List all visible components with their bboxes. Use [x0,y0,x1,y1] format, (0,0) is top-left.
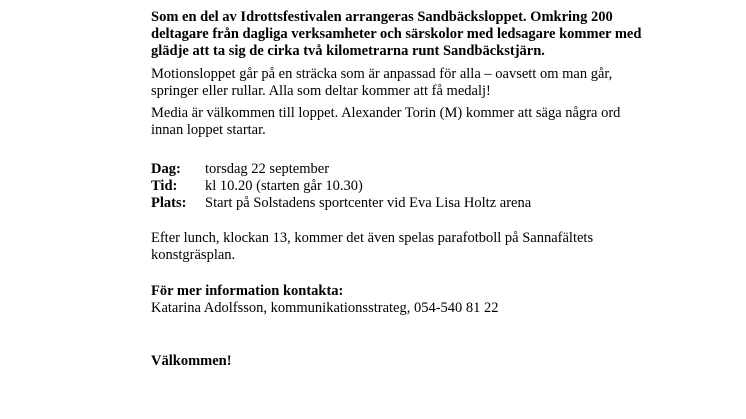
body-paragraph-media: Media är välkommen till loppet. Alexander Torin (M) kommer att säga några ord innan loppet startar. [151,105,621,138]
event-facts [151,161,651,212]
lead-paragraph: Som en del av Idrottsfestivalen arrangeras Sandbäcksloppet. Omkring 200 deltagare från dagliga verksamheter och särskolor med ledsagare kommer med glädje att ta sig de cirka två kilometrarna runt Sandbäckstjärn. [151,9,642,59]
closing-welcome: Välkommen! [151,353,232,369]
contact-details: Katarina Adolfsson, kommunikationsstrateg, 054-540 81 22 [151,300,499,316]
contact-block [151,283,651,317]
document-body [151,9,651,370]
lunch-paragraph: Efter lunch, klockan 13, kommer det även spelas parafotboll på Sannafältets konstgräsplan. [151,230,594,263]
fact-label-place: Plats: [151,195,187,211]
fact-label-day: Dag: [151,161,181,177]
fact-row-place [151,195,651,212]
contact-heading: För mer information kontakta: [151,283,344,299]
fact-label-time: Tid: [151,178,178,194]
fact-value-day: torsdag 22 september [205,161,330,177]
fact-row-time [151,178,651,195]
body-paragraph-accessibility: Motionsloppet går på en sträcka som är anpassad för alla – oavsett om man går, springer eller rullar. Alla som deltar kommer att få medalj! [151,66,613,99]
fact-value-time: kl 10.20 (starten går 10.30) [205,178,363,194]
fact-value-place: Start på Solstadens sportcenter vid Eva Lisa Holtz arena [205,195,532,211]
fact-row-day [151,161,651,178]
